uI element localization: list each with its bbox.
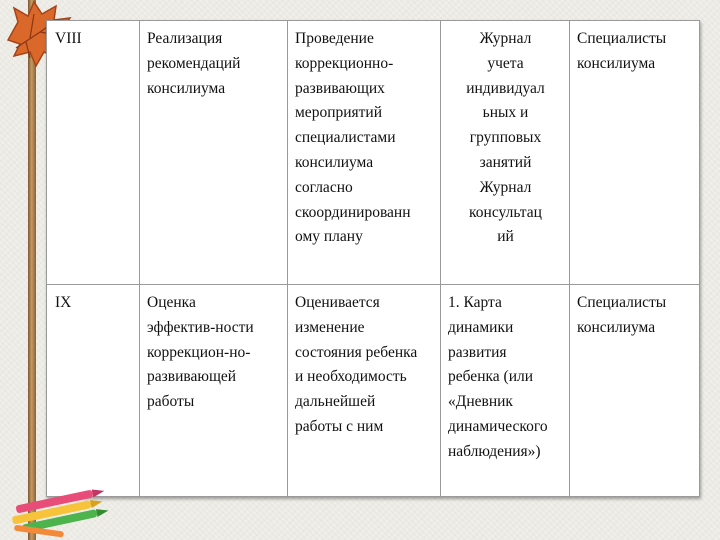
responsible-cell: Специалисты консилиума xyxy=(570,285,700,497)
plan-table xyxy=(46,20,700,497)
stage-name-cell: Оценка эффектив-ности коррекцион-но- развивающей работы xyxy=(140,285,288,497)
responsible-cell: Специалисты консилиума xyxy=(570,21,700,285)
documents-cell: Журнал учета индивидуал ьных и групповых занятий Журнал консультац ий xyxy=(441,21,570,285)
stage-name-cell: Реализация рекомендаций консилиума xyxy=(140,21,288,285)
table-row xyxy=(47,21,700,285)
crayons-icon xyxy=(8,488,118,538)
stage-number-cell: IX xyxy=(47,285,140,497)
content-cell: Оценивается изменение состояния ребенка и необходимость дальнейшей работы с ним xyxy=(288,285,441,497)
content-cell: Проведение коррекционно- развивающих мероприятий специалистами консилиума согласно скоординированн ому плану xyxy=(288,21,441,285)
stage-number-cell: VIII xyxy=(47,21,140,285)
table-row xyxy=(47,285,700,497)
decorative-stick xyxy=(28,0,36,540)
documents-cell: 1. Карта динамики развития ребенка (или «Дневник динамического наблюдения») xyxy=(441,285,570,497)
